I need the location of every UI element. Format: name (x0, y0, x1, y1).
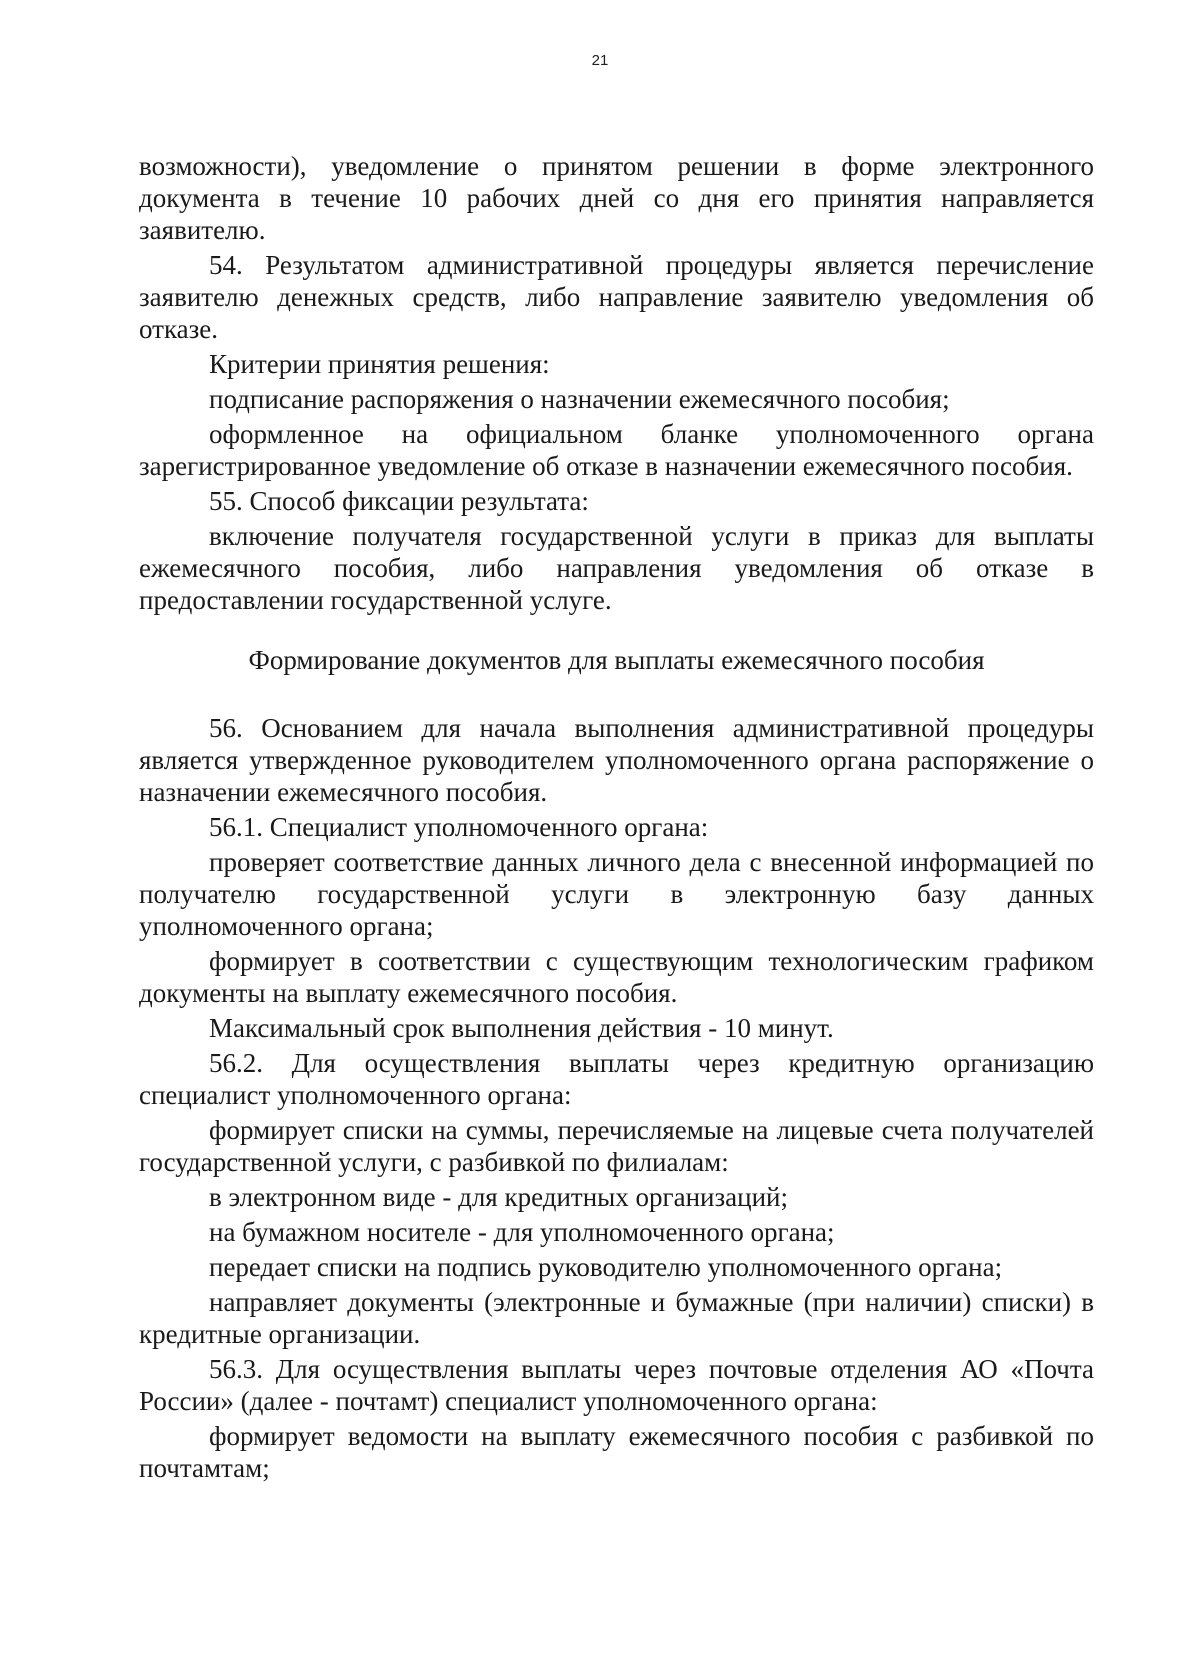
paragraph: 56.2. Для осуществления выплаты через кредитную организацию специалист уполномоченного органа: (139, 1048, 1094, 1110)
paragraph: проверяет соответствие данных личного дела с внесенной информацией по получателю государственной услуги в электронную базу данных уполномоченного органа; (139, 847, 1094, 941)
paragraph: передает списки на подпись руководителю уполномоченного органа; (209, 1252, 1003, 1282)
paragraph: 56.3. Для осуществления выплаты через почтовые отделения АО «Почта России» (далее - почтамт) специалист уполномоченного органа: (139, 1354, 1094, 1416)
paragraph: формирует в соответствии с существующим технологическим графиком документы на выплату ежемесячного пособия. (139, 946, 1094, 1008)
paragraph: Критерии принятия решения: (209, 349, 550, 379)
paragraph: 56.1. Специалист уполномоченного органа: (209, 812, 709, 842)
paragraph: в электронном виде - для кредитных организаций; (209, 1182, 788, 1212)
page-number: 21 (591, 52, 609, 69)
document-body (139, 150, 1094, 1487)
paragraph: подписание распоряжения о назначении ежемесячного пособия; (209, 384, 950, 414)
paragraph: включение получателя государственной услуги в приказ для выплаты ежемесячного пособия, либо направления уведомления об отказе в предоставлении государственной услуге. (139, 521, 1094, 615)
paragraph: 55. Способ фиксации результата: (209, 486, 589, 516)
paragraph: направляет документы (электронные и бумажные (при наличии) списки) в кредитные организации. (139, 1287, 1094, 1349)
paragraph: 54. Результатом административной процедуры является перечисление заявителю денежных средств, либо направление заявителю уведомления об отказе. (139, 250, 1094, 344)
paragraph: формирует списки на суммы, перечисляемые на лицевые счета получателей государственной услуги, с разбивкой по филиалам: (139, 1115, 1094, 1177)
section-heading: Формирование документов для выплаты ежемесячного пособия (248, 645, 985, 675)
paragraph: оформленное на официальном бланке уполномоченного органа зарегистрированное уведомление об отказе в назначении ежемесячного пособия. (139, 419, 1094, 481)
paragraph: Максимальный срок выполнения действия - 10 минут. (209, 1013, 834, 1043)
paragraph: формирует ведомости на выплату ежемесячного пособия с разбивкой по почтамтам; (139, 1421, 1094, 1483)
paragraph: на бумажном носителе - для уполномоченного органа; (209, 1217, 835, 1247)
paragraph: возможности), уведомление о принятом решении в форме электронного документа в течение 10 рабочих дней со дня его принятия направляется заявителю. (139, 151, 1094, 245)
paragraph: 56. Основанием для начала выполнения административной процедуры является утвержденное руководителем уполномоченного органа распоряжение о назначении ежемесячного пособия. (139, 713, 1094, 807)
